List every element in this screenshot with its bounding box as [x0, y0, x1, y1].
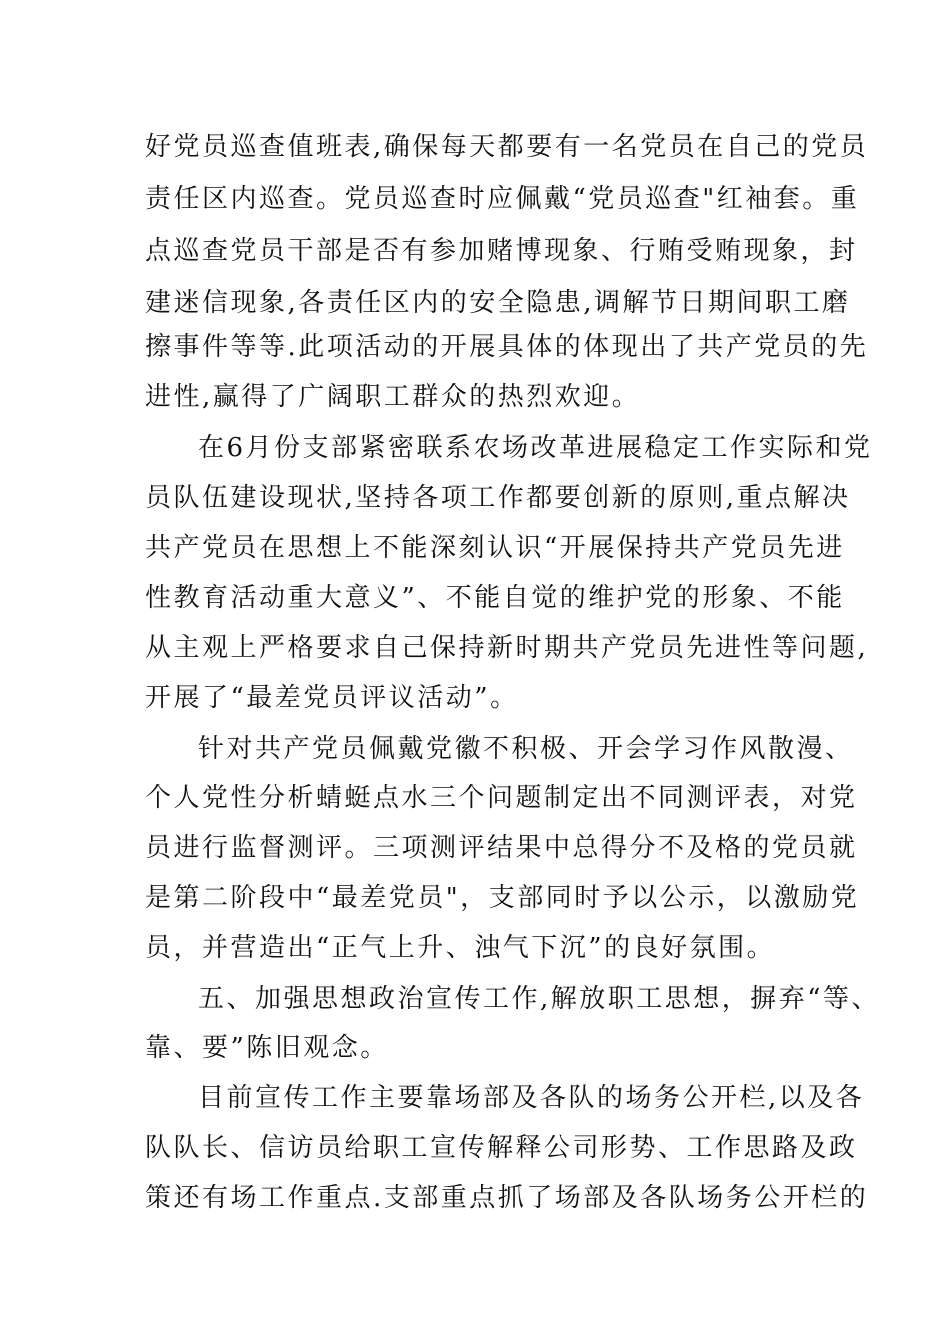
- text-line: 点巡查党员干部是否有参加赌博现象、行贿受贿现象，封: [145, 236, 858, 266]
- paragraph-first-line: 目前宣传工作主要靠场部及各队的场务公开栏,以及各: [198, 1083, 865, 1113]
- paragraph-first-line: 在6月份支部紧密联系农场改革进展稳定工作实际和党: [198, 433, 873, 463]
- paragraph-first-line: 针对共产党员佩戴党徽不积极、开会学习作风散漫、: [198, 734, 854, 764]
- text-line: 员进行监督测评。三项测评结果中总得分不及格的党员就: [145, 833, 858, 863]
- text-line: 从主观上严格要求自己保持新时期共产党员先进性等问题,: [145, 633, 869, 663]
- section-heading-line: 五、加强思想政治宣传工作,解放职工思想，摒弃“等、: [198, 984, 881, 1014]
- text-line: 进性,赢得了广阔职工群众的热烈欢迎。: [145, 382, 641, 412]
- text-line: 擦事件等等.此项活动的开展具体的体现出了共产党员的先: [145, 332, 869, 362]
- text-line: 性教育活动重大意义”、不能自觉的维护党的形象、不能: [145, 583, 845, 613]
- text-line: 个人党性分析蜻蜓点水三个问题制定出不同测评表，对党: [145, 783, 858, 813]
- text-line: 是第二阶段中“最差党员"，支部同时予以公示，以激励党: [145, 883, 860, 913]
- text-line: 员，并营造出“正气上升、浊气下沉”的良好氛围。: [145, 933, 776, 963]
- text-line: 策还有场工作重点.支部重点抓了场部及各队场务公开栏的: [145, 1183, 869, 1213]
- text-line: 建迷信现象,各责任区内的安全隐患,调解节日期间职工磨: [145, 288, 851, 318]
- text-line: 开展了“最差党员评议活动”。: [145, 683, 519, 713]
- text-line: 共产党员在思想上不能深刻认识“开展保持共产党员先进: [145, 533, 845, 563]
- text-line: 好党员巡查值班表,确保每天都要有一名党员在自己的党员: [145, 132, 869, 162]
- text-line: 员队伍建设现状,坚持各项工作都要创新的原则,重点解决: [145, 483, 851, 513]
- text-line: 靠、要”陈旧观念。: [145, 1033, 389, 1063]
- text-line: 责任区内巡查。党员巡查时应佩戴“党员巡查"红袖套。重: [145, 184, 860, 214]
- text-line: 队队长、信访员给职工宣传解释公司形势、工作思路及政: [145, 1133, 858, 1163]
